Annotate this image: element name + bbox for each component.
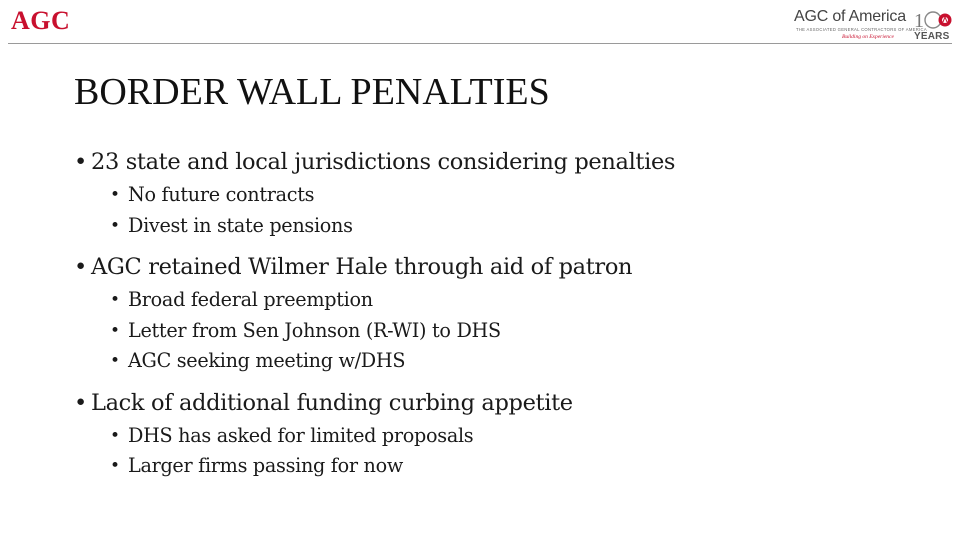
bullet-group [74, 249, 934, 377]
bullet-text: AGC retained Wilmer Hale through aid of patron [91, 254, 633, 280]
bullet-icon: • [110, 456, 120, 476]
agc-of-america-logo [794, 8, 952, 44]
svg-text:1: 1 [914, 10, 924, 32]
bullet-item [74, 385, 934, 421]
sub-bullet-item [74, 421, 934, 452]
sub-bullet-item [74, 211, 934, 242]
bullet-icon: • [74, 389, 87, 416]
bullet-icon: • [110, 425, 120, 446]
bullet-list [74, 144, 934, 482]
bullet-icon: • [110, 185, 120, 205]
bullet-icon: • [110, 351, 120, 371]
bullet-icon: • [74, 254, 87, 280]
bullet-item [74, 249, 934, 285]
brand-tagline: Building on Experience [842, 34, 894, 40]
bullet-icon: • [110, 290, 120, 310]
sub-bullet-item [74, 285, 934, 316]
sub-bullet-item [74, 180, 934, 211]
sub-bullet-text: Divest in state pensions [128, 213, 353, 237]
agc-logo: AGC [11, 6, 71, 35]
bullet-icon: • [110, 215, 120, 236]
sub-bullet-text: DHS has asked for limited proposals [128, 423, 474, 447]
bullet-group [74, 144, 934, 241]
bullet-group [74, 385, 934, 482]
bullet-icon: • [74, 149, 87, 175]
sub-bullet-text: Broad federal preemption [128, 288, 373, 311]
sub-bullet-item [74, 346, 934, 377]
sub-bullet-text: No future contracts [128, 183, 315, 206]
brand-name: AGC of America [794, 8, 906, 25]
sub-bullet-item [74, 316, 934, 347]
slide-title: BORDER WALL PENALTIES [74, 71, 550, 113]
sub-bullet-text: Letter from Sen Johnson (R-WI) to DHS [128, 318, 501, 342]
brand-subtitle: THE ASSOCIATED GENERAL CONTRACTORS OF AMERICA [796, 27, 927, 32]
bullet-text: Lack of additional funding curbing appetite [91, 389, 573, 416]
sub-bullet-text: AGC seeking meeting w/DHS [128, 349, 406, 372]
bullet-text: 23 state and local jurisdictions considering penalties [91, 149, 676, 175]
sub-bullet-item [74, 451, 934, 482]
bullet-item [74, 144, 934, 180]
bullet-icon: • [110, 320, 120, 341]
header-divider [8, 43, 952, 44]
sub-bullet-text: Larger firms passing for now [128, 454, 403, 477]
anniversary-years: YEARS [914, 31, 950, 42]
